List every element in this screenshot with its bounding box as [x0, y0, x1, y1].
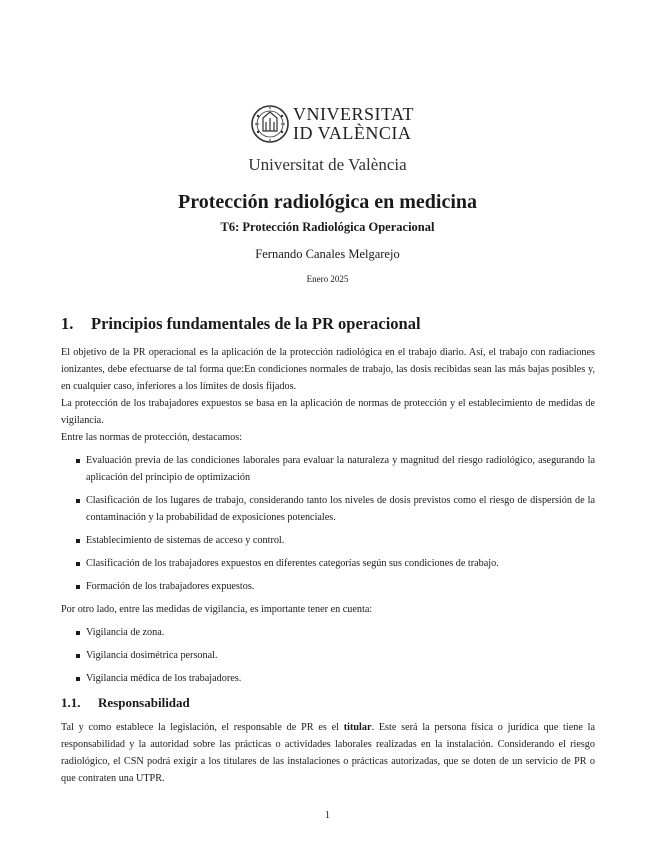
bullet-icon	[76, 499, 80, 503]
logo-line-2: ID VALÈNCIA	[293, 123, 412, 143]
bullet-icon	[76, 631, 80, 635]
university-seal-icon	[250, 104, 290, 144]
document-body	[61, 314, 595, 787]
document-date: Enero 2025	[306, 274, 349, 284]
bullet-icon	[76, 585, 80, 589]
subsection-number: 1.1.	[61, 695, 81, 710]
section-number: 1.	[61, 314, 74, 333]
bullet-icon	[76, 562, 80, 566]
bullet-icon	[76, 459, 80, 463]
protection-norms-list	[61, 452, 595, 595]
list-item: Evaluación previa de las condiciones laborales para evaluar la naturaleza y magnitud del riesgo radiológico, asegurando la aplicación del principio de optimización	[61, 452, 595, 486]
section-heading	[61, 314, 595, 334]
bullet-icon	[76, 677, 80, 681]
vigilance-measures-list	[61, 624, 595, 687]
subsection-heading	[61, 695, 595, 711]
section-title: Principios fundamentales de la PR operacional	[91, 314, 421, 333]
subsection-title: Responsabilidad	[98, 695, 190, 710]
list-item: Vigilancia de zona.	[61, 624, 595, 641]
logo-line-1: VNIVERSITAT	[293, 104, 415, 124]
list-item: Establecimiento de sistemas de acceso y control.	[61, 532, 595, 549]
list-item: Clasificación de los lugares de trabajo, considerando tanto los niveles de dosis previstos como el riesgo de dispersión de la contaminación y la probabilidad de exposiciones potenciales.	[61, 492, 595, 526]
list-item: Vigilancia médica de los trabajadores.	[61, 670, 595, 687]
list-item: Clasificación de los trabajadores expuestos en diferentes categorías según sus condiciones de trabajo.	[61, 555, 595, 572]
university-logo	[250, 104, 415, 144]
paragraph: Tal y como establece la legislación, el responsable de PR es el titular. Este será la persona física o jurídica que tiene la responsabilidad y la autoridad sobre las prácticas o actividades laborales realizadas en la instalación. Considerando el riesgo radiológico, el CSN podrá exigir a los titulares de las instalaciones o prácticas autorizadas, que se doten de un servicio de PR o que contraten una UTPR.	[61, 722, 595, 784]
paragraph: Entre las normas de protección, destacamos:	[61, 432, 243, 443]
bullet-icon	[76, 654, 80, 658]
list-item: Formación de los trabajadores expuestos.	[61, 578, 595, 595]
paragraph: El objetivo de la PR operacional es la aplicación de la protección radiológica en el trabajo diario. Así, el trabajo con radiaciones ionizantes, debe efectuarse de tal forma que:En condiciones normales de trabajo, las dosis recibidas sean las más bajas posibles y, en cualquier caso, inferiores a los límites de dosis fijados.	[61, 347, 595, 392]
university-name: Universitat de València	[248, 155, 407, 174]
author-name: Fernando Canales Melgarejo	[255, 247, 400, 261]
paragraph: La protección de los trabajadores expuestos se basa en la aplicación de normas de protección y el establecimiento de medidas de vigilancia.	[61, 398, 595, 426]
page-number: 1	[325, 810, 330, 821]
document-subtitle: T6: Protección Radiológica Operacional	[220, 220, 435, 234]
list-item: Vigilancia dosimétrica personal.	[61, 647, 595, 664]
document-title: Protección radiológica en medicina	[177, 191, 478, 213]
bullet-icon	[76, 539, 80, 543]
bold-term: titular	[343, 722, 372, 733]
logo-wordmark	[293, 105, 414, 143]
paragraph: Por otro lado, entre las medidas de vigilancia, es importante tener en cuenta:	[61, 604, 373, 615]
